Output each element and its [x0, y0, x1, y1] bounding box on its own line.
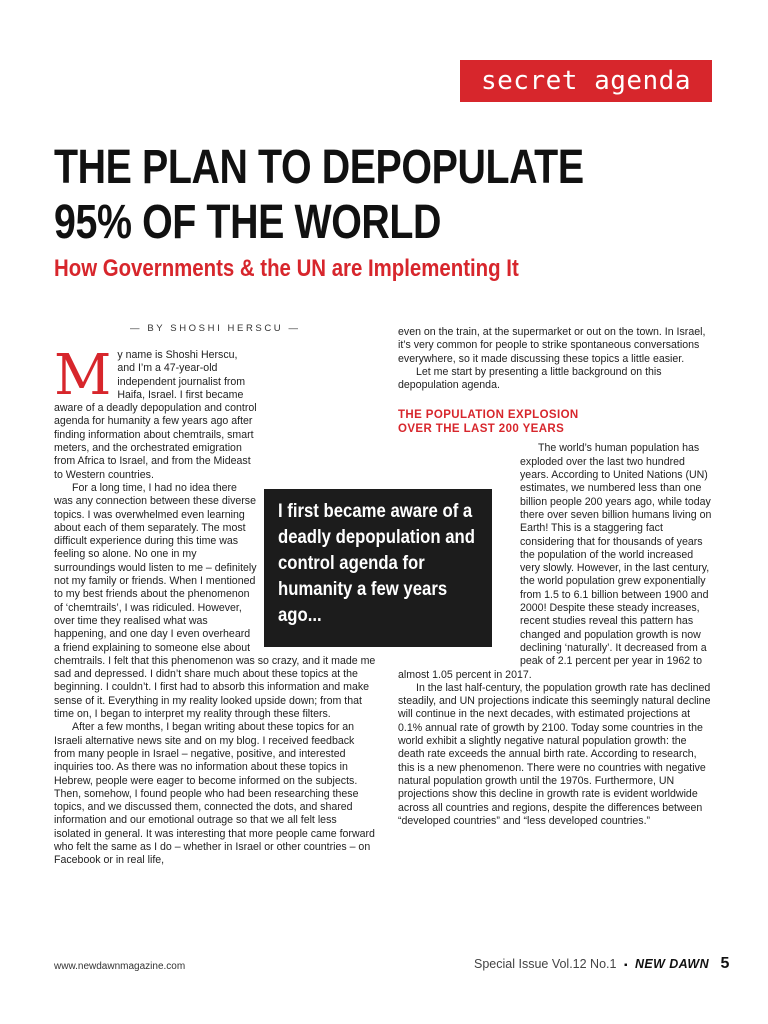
section-tag: secret agenda	[460, 60, 712, 102]
paragraph: The world’s human population has exploded over the last two hundred years. According to United Nations (UN) estimates, we numbered less than one billion people 200 years ago, while today there over seven billion humans living on Earth! This is a staggering fact considering that for thousands of years the population of the world increased very slowly. However, in the last century, the world population grew exponentially from 1.5 to 6.1 billion between 1900 and 2000! Despite these steady increases, recent studies reveal this pattern has changed and population growth is now declining ‘naturally’. It decreased from a peak of 2.1 percent per year in 1962 to almost 1.05 percent in 2017.	[398, 442, 712, 681]
paragraph: even on the train, at the supermarket or out on the town. In Israel, it’s very common for people to strike spontaneous conversations everywhere, so it made discussing these topics a little easier.	[398, 326, 706, 365]
magazine-name: NEW DAWN	[634, 957, 709, 971]
page-number: 5	[720, 955, 730, 972]
pull-quote-text: I first became aware of a deadly depopulation and control agenda for humanity a few years ago...	[278, 501, 475, 626]
issue-label: Special Issue Vol.12 No.1	[474, 957, 617, 971]
bullet-icon: ▪	[623, 960, 628, 971]
paragraph: Let me start by presenting a little background on this depopulation agenda.	[398, 365, 662, 392]
article-title	[54, 140, 595, 250]
paragraph: After a few months, I began writing about these topics for an Israeli alternative news site and on my blog. I received feedback from many people in Israel – negative, positive, and interested inquiries too. As there was no information about these topics in Hebrew, people were eager to become informed on the subjects. Then, somehow, I found people who had been researching these topics, and we discussed them, connected the dots, and shared information and our emotional outrage so that we all felt less isolated in general. It was interesting that more people came forward who felt the same as I do – whether in Israel or other countries – on Facebook or in real life,	[54, 721, 375, 867]
paragraph: For a long time, I had no idea there was any connection between these diverse topics. I was overwhelmed even learning about each of them separately. The most difficult experience during this time was feeling so alone. No one in my surroundings would listen to me – definitely not my family or friends. When I mentioned to my best friends about the phenomenon of ‘chemtrails’, I was ridiculed. However, over time they realised what was happening, and one day I even overheard a friend explaining to someone else about chemtrails. I felt that this phenomenon was so crazy, and it made me sad and depressed. I didn’t share much about these topics at the beginning. I couldn’t. I first had to absorb this information and make sense of it. Everything in my reality looked upside down; from that time on, I began to interpret my reality through these filters.	[54, 481, 376, 721]
section-heading-line-2: OVER THE LAST 200 YEARS	[398, 423, 565, 436]
paragraph: y name is Shoshi Herscu, and I’m a 47-year-old independent journalist from Haifa, Israel. I first became aware of a deadly depopulation and control agenda for humanity a few years ago after finding information about chemtrails, smart meters, and the orchestrated emigration from Africa to Israel, and from the Mideast to Western countries.	[54, 349, 257, 481]
article-subtitle: How Governments & the UN are Implementing It	[54, 255, 519, 282]
paragraph: In the last half-century, the population growth rate has declined steadily, and UN projections indicate this seemingly natural decline will continue in the next decades, with estimated projections at 0.1% annual rate of growth by 2100. Today some countries in the world exhibit a slightly negative natural population growth: the death rate exceeds the annual birth rate. According to research, this is a new phenomenon. There were no countries with negative natural population growth until the 1970s. Furthermore, UN projections show this decline in growth rate is evident worldwide across all countries and regions, despite the differences between “developed countries” and “less developed countries.”	[398, 681, 711, 827]
byline: — BY SHOSHI HERSCU —	[130, 323, 301, 334]
footer-issue-info	[474, 955, 729, 973]
title-line-1: THE PLAN TO DEPOPULATE	[54, 141, 584, 194]
section-heading-line-1: THE POPULATION EXPLOSION	[398, 409, 579, 422]
drop-cap: M	[54, 343, 112, 408]
section-heading	[398, 408, 713, 436]
pull-quote	[264, 489, 492, 647]
footer-website[interactable]: www.newdawnmagazine.com	[54, 961, 186, 972]
title-line-2: 95% OF THE WORLD	[54, 196, 442, 249]
